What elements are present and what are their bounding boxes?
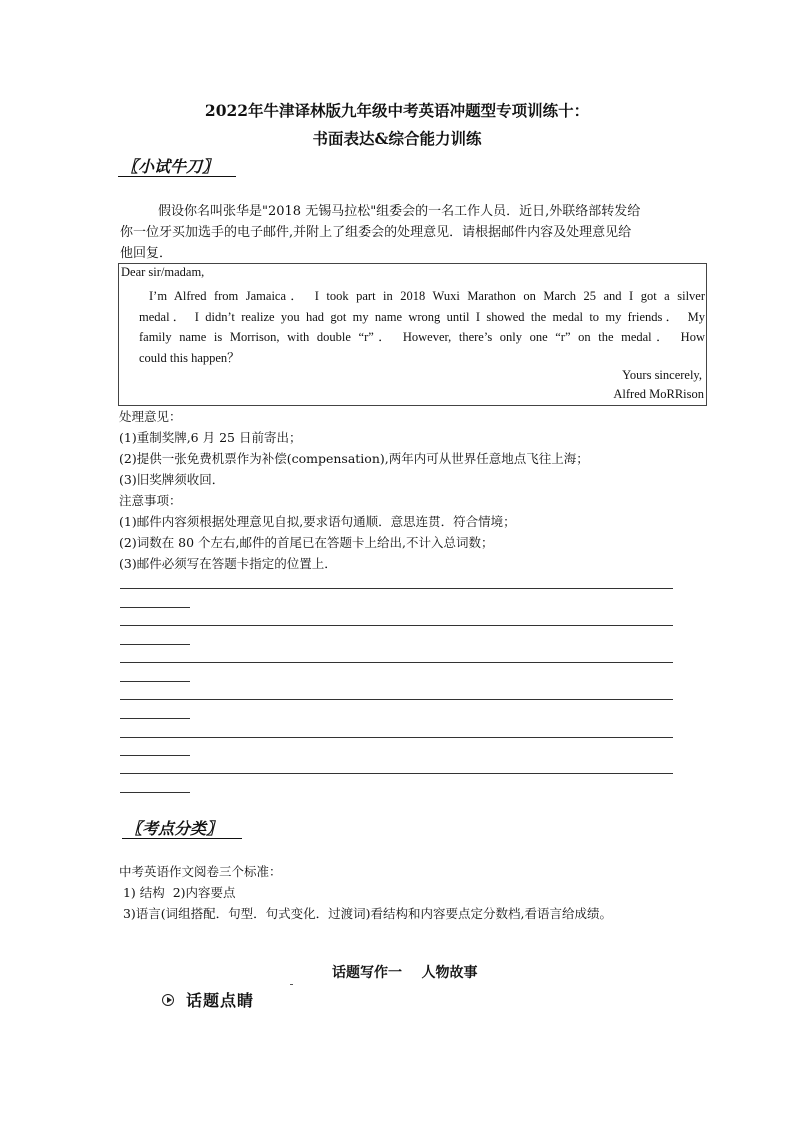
answer-line-short xyxy=(120,755,190,756)
divider-mark xyxy=(290,984,293,985)
handling-item-1: (1)重制奖牌,6 月 25 日前寄出； xyxy=(119,430,302,445)
intro-line-2: 你一位牙买加选手的电子邮件,并附上了组委会的处理意见．请根据邮件内容及处理意见给 xyxy=(120,225,632,240)
answer-line-short xyxy=(120,718,190,719)
email-line-1: I’m Alfred from Jamaica． I took part in 2018 Wuxi Marathon on March 25 and I got a silver xyxy=(149,289,705,303)
play-circle-icon xyxy=(162,994,174,1006)
email-line-2: medal． I didn’t realize you had got my name wrong until I showed the medal to my friends． My xyxy=(139,310,705,324)
handling-item-2: (2)提供一张免费机票作为补偿(compensation),两年内可从世界任意地点飞往上海； xyxy=(119,451,589,466)
intro-line-1: 假设你名叫张华是"2018 无锡马拉松"组委会的一名工作人员．近日,外联络部转发给 xyxy=(158,204,641,219)
criteria-item-1: 1) 结构 2)内容要点 xyxy=(119,885,236,900)
email-closing: Yours sincerely, xyxy=(622,368,702,382)
answer-line xyxy=(120,588,673,589)
notes-title: 注意事项： xyxy=(119,493,182,508)
answer-line-short xyxy=(120,792,190,793)
answer-line xyxy=(120,662,673,663)
notes-item-3: (3)邮件必须写在答题卡指定的位置上． xyxy=(119,556,337,571)
email-signature: Alfred MoRRison xyxy=(613,387,704,401)
page-title-line1: 2022年牛津译林版九年级中考英语冲题型专项训练十： xyxy=(204,101,590,120)
handling-item-3: (3)旧奖牌须收回． xyxy=(119,472,225,487)
notes-item-1: (1)邮件内容须根据处理意见自拟,要求语句通顺．意思连贯．符合情境； xyxy=(119,514,516,529)
page-title-line2: 书面表达&综合能力训练 xyxy=(312,129,482,148)
email-greeting: Dear sir/madam, xyxy=(121,265,205,279)
answer-line-short xyxy=(120,681,190,682)
topic-badge-label: 话题点睛 xyxy=(186,991,255,1010)
section-heading-underline xyxy=(122,838,242,839)
answer-line xyxy=(120,699,673,700)
criteria-item-2: 3)语言(词组搭配．句型．句式变化．过渡词)看结构和内容要点定分数档,看语言给成绩。 xyxy=(119,906,613,921)
section-heading-practice: 〖小试牛刀〗 xyxy=(122,157,219,176)
answer-line-short xyxy=(120,644,190,645)
answer-line xyxy=(120,737,673,738)
answer-line xyxy=(120,625,673,626)
section-heading-underline xyxy=(118,176,236,177)
handling-title: 处理意见： xyxy=(119,409,182,424)
intro-line-3: 他回复． xyxy=(120,246,173,261)
notes-item-2: (2)词数在 80 个左右,邮件的首尾已在答题卡上给出,不计入总词数； xyxy=(119,535,494,550)
email-line-3: family name is Morrison, with double “r”． However, there’s only one “r” on the medal． How xyxy=(139,330,705,344)
criteria-intro: 中考英语作文阅卷三个标准： xyxy=(119,864,282,879)
answer-line-short xyxy=(120,607,190,608)
email-box xyxy=(118,263,707,406)
section-heading-categories: 〖考点分类〗 xyxy=(126,819,223,838)
email-line-4: could this happen？ xyxy=(139,351,240,365)
topic-title: 话题写作一 人物故事 xyxy=(332,965,478,981)
answer-line xyxy=(120,773,673,774)
